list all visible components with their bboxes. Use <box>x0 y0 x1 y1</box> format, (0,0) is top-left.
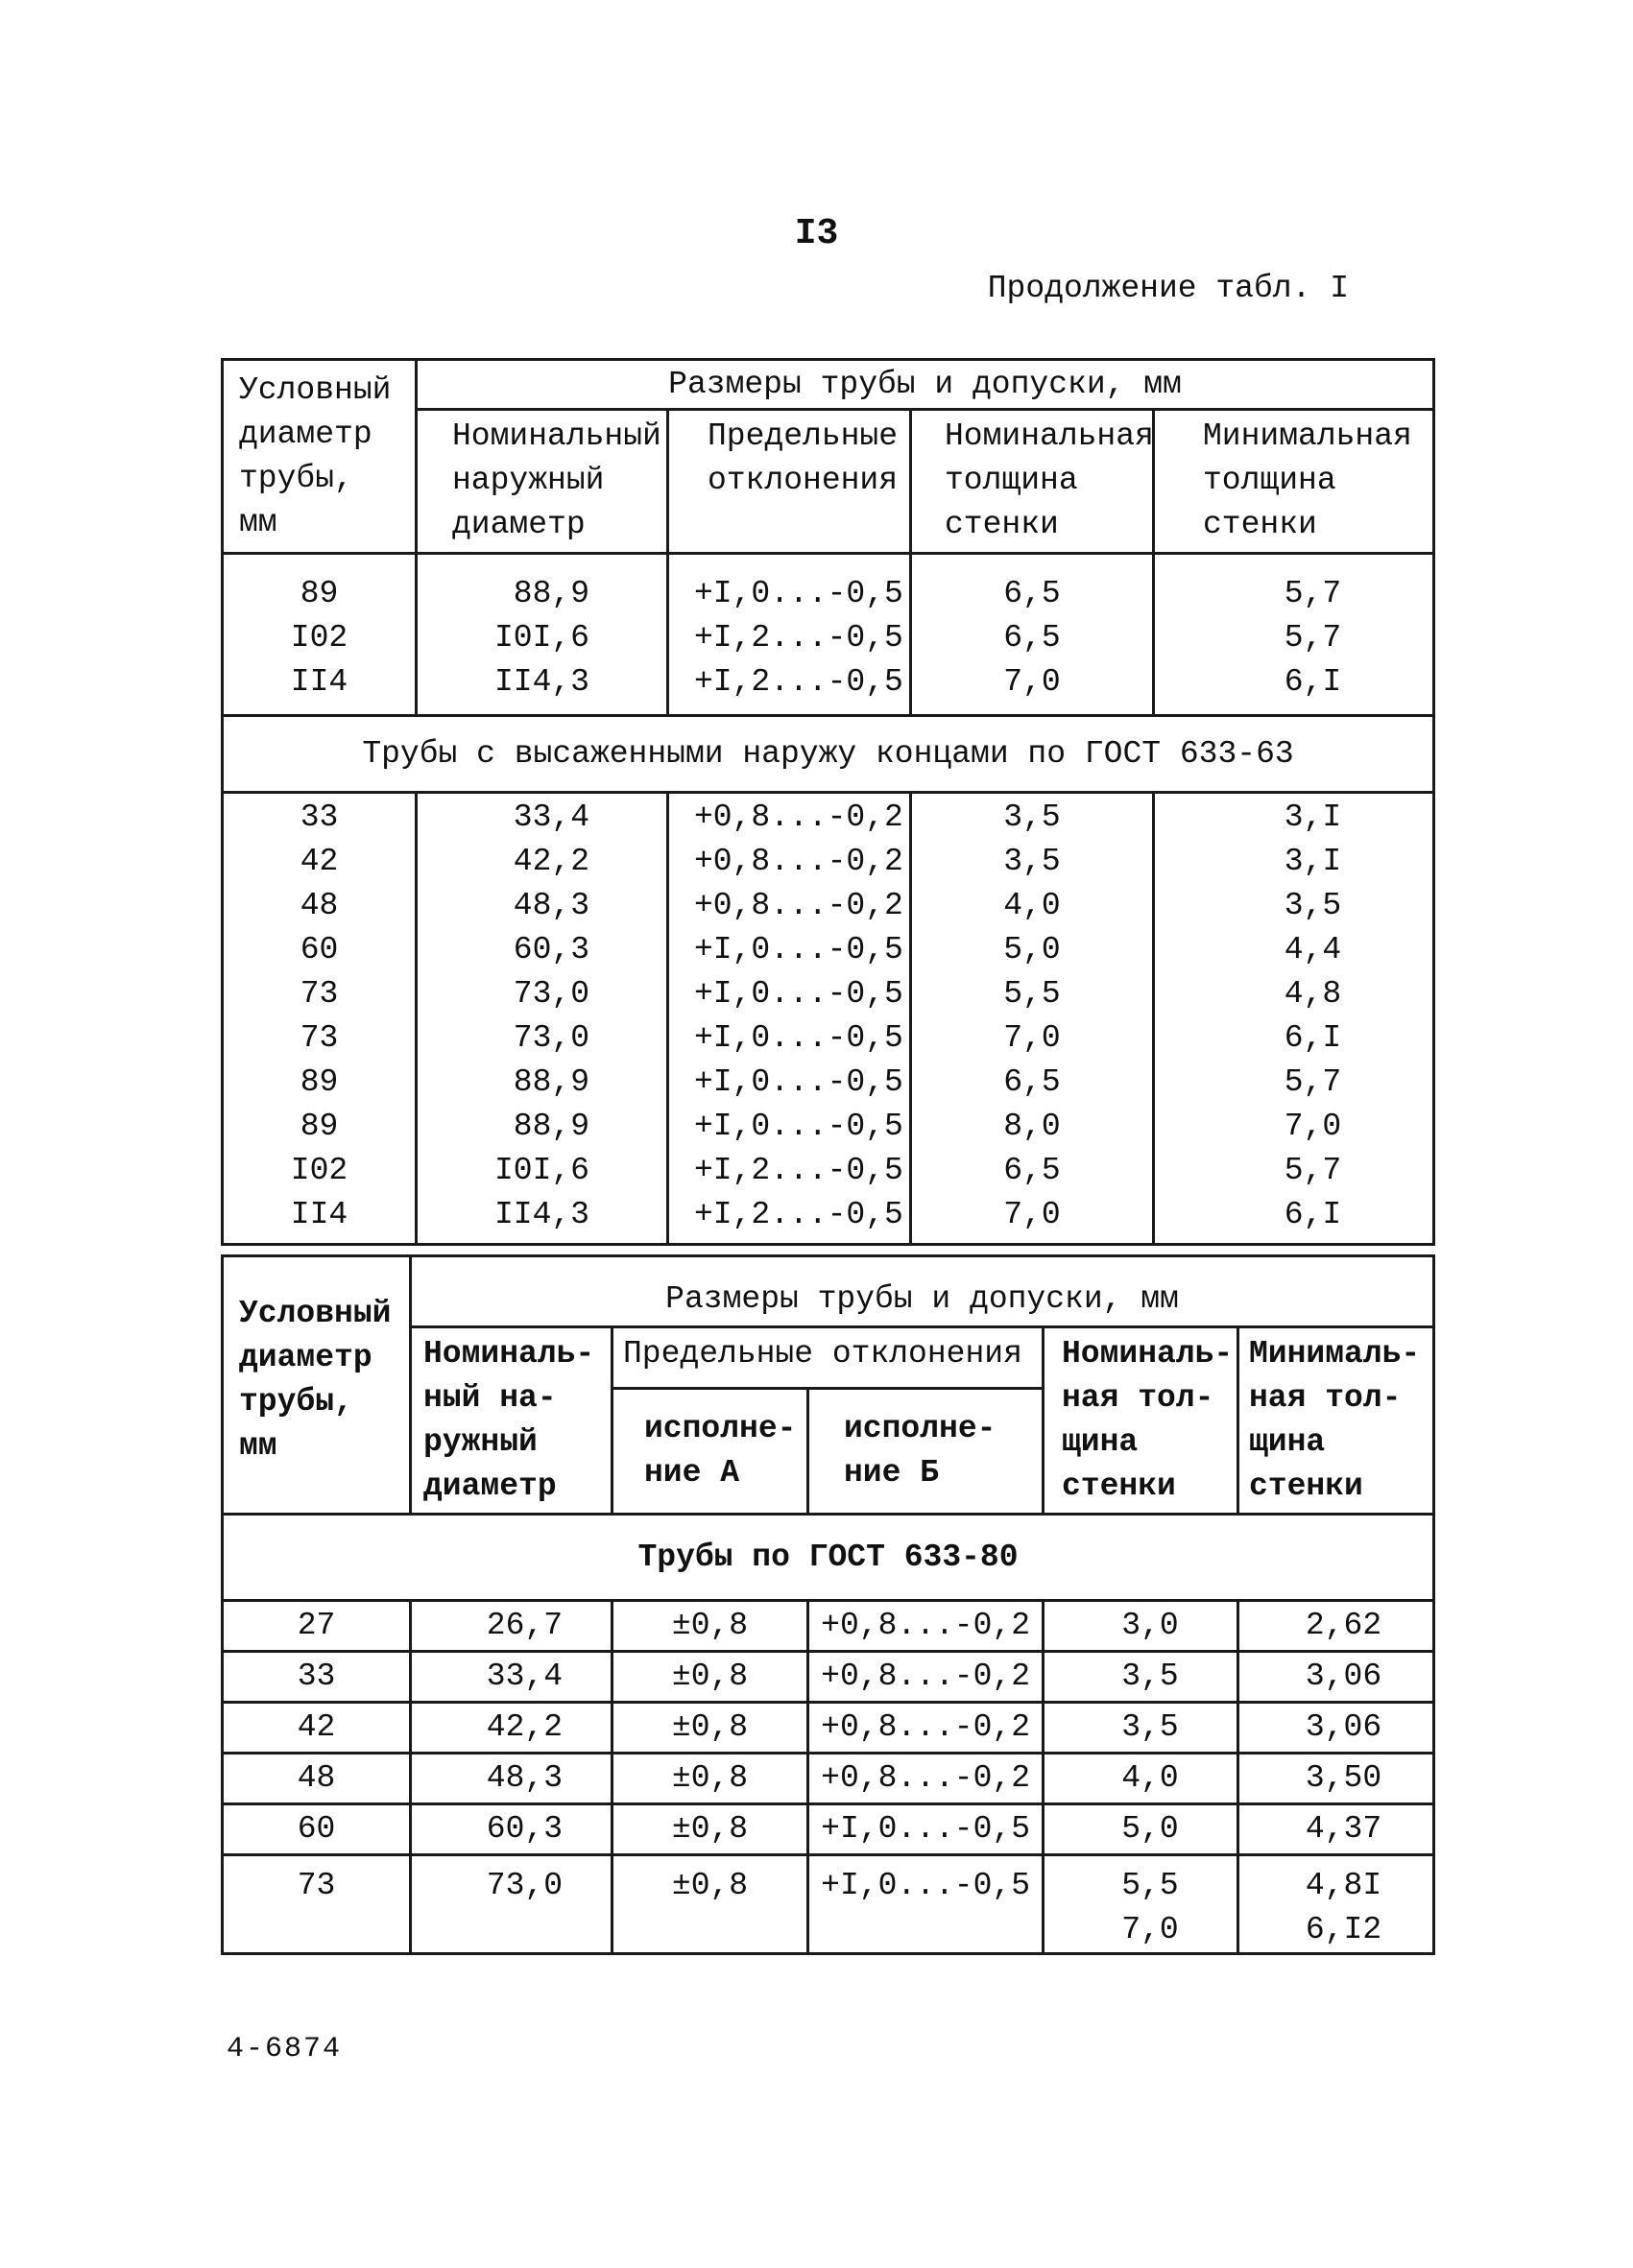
col-nominal-wall: 6,5 6,5 7,0 <box>911 554 1154 716</box>
header-deviation-variant-a: исполне- ние А <box>612 1388 808 1514</box>
col-nominal-diameter: 33 42 48 60 73 73 89 89 I02 II4 <box>223 793 417 1245</box>
table-row: 33 33,4 ±0,8 +0,8...-0,2 3,5 3,06 <box>223 1652 1434 1703</box>
header-minimum-wall: Минимальная толщина стенки <box>1154 410 1434 554</box>
table-row: 48 48,3 ±0,8 +0,8...-0,2 4,0 3,50 <box>223 1754 1434 1804</box>
section-title-gost-633-63: Трубы с высаженными наружу концами по ГОСТ 633-63 <box>223 716 1434 793</box>
header-nominal-wall: Номиналь- ная тол- щина стенки <box>1044 1327 1238 1515</box>
col-deviation: +0,8...-0,2 +0,8...-0,2 +0,8...-0,2 +I,0...-0,5 +I,0...-0,5 +I,0...-0,5 +I,0...-0,5 +I,0...-0,5 +I,2...-0,5 +I,2...-0,5 <box>668 793 911 1245</box>
col-outer-diameter: 33,4 42,2 48,3 60,3 73,0 73,0 88,9 88,9 I0I,6 II4,3 <box>417 793 668 1245</box>
header-minimum-wall: Минималь- ная тол- щина стенки <box>1238 1327 1434 1515</box>
pipe-dimensions-table-2 <box>221 1254 1435 1955</box>
table-row: 42 42,2 ±0,8 +0,8...-0,2 3,5 3,06 <box>223 1703 1434 1754</box>
header-group-dimensions: Размеры трубы и допуски, мм <box>411 1256 1434 1327</box>
pipe-dimensions-table-1 <box>221 358 1435 1246</box>
page-number: I3 <box>794 213 839 254</box>
col-minimum-wall: 3,I 3,I 3,5 4,4 4,8 6,I 5,7 7,0 5,7 6,I <box>1154 793 1434 1245</box>
table-row: 60 60,3 ±0,8 +I,0...-0,5 5,0 4,37 <box>223 1804 1434 1855</box>
section-title-gost-633-80: Трубы по ГОСТ 633-80 <box>223 1515 1434 1601</box>
header-deviations: Предельные отклонения <box>612 1327 1044 1389</box>
header-outer-diameter: Номиналь- ный на- ружный диаметр <box>411 1327 612 1515</box>
document-code: 4-6874 <box>227 2033 343 2065</box>
col-nominal-wall: 3,5 3,5 4,0 5,0 5,5 7,0 6,5 8,0 6,5 7,0 <box>911 793 1154 1245</box>
col-minimum-wall: 5,7 5,7 6,I <box>1154 554 1434 716</box>
header-nominal-wall: Номинальная толщина стенки <box>911 410 1154 554</box>
table-row-group <box>223 554 1434 716</box>
header-outer-diameter: Номинальный наружный диаметр <box>417 410 668 554</box>
col-deviation: +I,0...-0,5 +I,2...-0,5 +I,2...-0,5 <box>668 554 911 716</box>
header-nominal-diameter: Условный диаметр трубы, мм <box>223 360 417 554</box>
table-continuation-label: Продолжение табл. I <box>987 271 1349 306</box>
header-nominal-diameter: Условный диаметр трубы, мм <box>223 1256 411 1515</box>
table-row: 27 26,7 ±0,8 +0,8...-0,2 3,0 2,62 <box>223 1601 1434 1652</box>
header-deviations: Предельные отклонения <box>668 410 911 554</box>
col-nominal-diameter: 89 I02 II4 <box>223 554 417 716</box>
header-deviation-variant-b: исполне- ние Б <box>808 1388 1044 1514</box>
table-row: 73 73,0 ±0,8 +I,0...-0,5 5,5 7,0 4,8I 6,I2 <box>223 1855 1434 1954</box>
header-group-dimensions: Размеры трубы и допуски, мм <box>417 360 1434 410</box>
col-outer-diameter: 88,9 I0I,6 II4,3 <box>417 554 668 716</box>
table-row-group <box>223 793 1434 1245</box>
